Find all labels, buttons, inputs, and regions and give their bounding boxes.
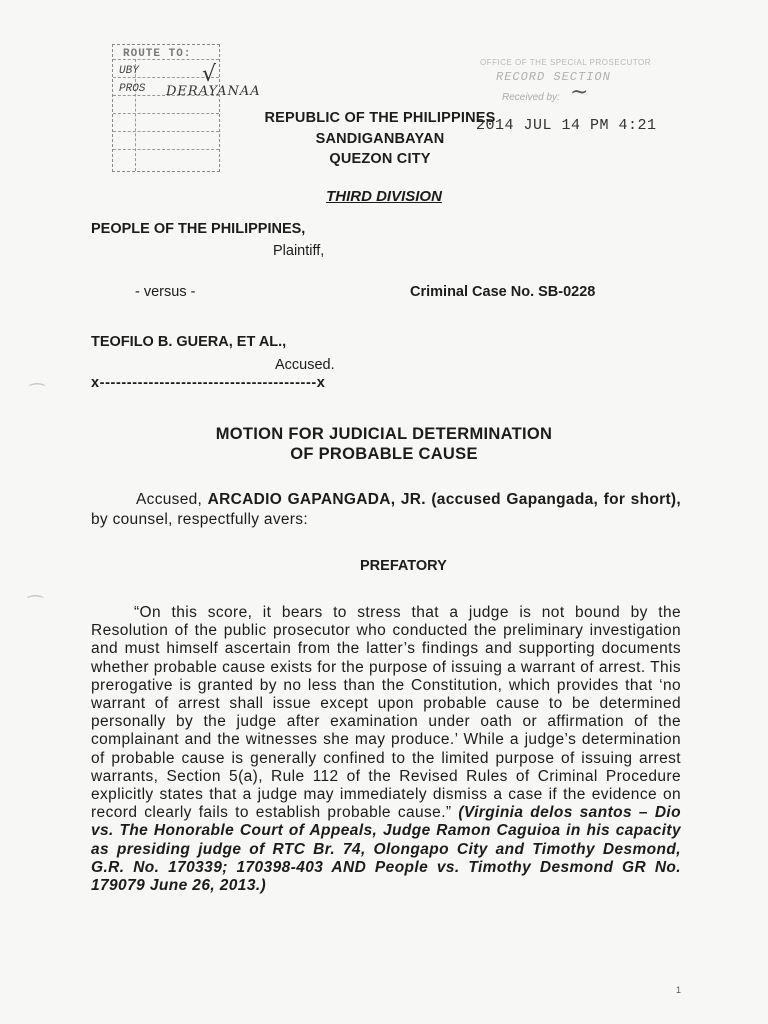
quote-body: “On this score, it bears to stress that a judge is not bound by the Resolution of the public prosecutor who conducted the preliminary investigation and must himself ascertain from the latter’s findings and supporting documents whether probable cause exists for the purpose of issuing a warrant of arrest. This prerogative is granted by no less than the Constitution, which provides that ‘no warrant of arrest shall issue except upon probable cause to be determined personally by the judge after examination under oath or affirmation of the complainant and the witnesses she may produce.’ While a judge’s determination of probable cause is generally confined to the limited purpose of issuing arrest warrants, Section 5(a), Rule 112 of the Revised Rules of Criminal Procedure explicitly states that a judge may immediately dismiss a case if the evidence on record clearly fails to establish probable cause.”: [91, 604, 681, 822]
caption-separator: x----------------------------------------x: [91, 375, 326, 391]
division-heading: THIRD DIVISION: [326, 188, 442, 205]
page-number: 1: [676, 985, 682, 995]
margin-mark: ⁀: [30, 384, 45, 404]
received-stamp-section: RECORD SECTION: [496, 70, 611, 84]
intro-accused-name: ARCADIO GAPANGADA, JR. (accused Gapangada, for short),: [207, 491, 681, 508]
date-stamp: 2014 JUL 14 PM 4:21: [476, 117, 657, 134]
route-stamp-title: ROUTE TO:: [123, 48, 192, 60]
header-city: QUEZON CITY: [329, 151, 431, 167]
received-stamp-label: Received by:: [502, 92, 560, 103]
intro-suffix: by counsel, respectfully avers:: [91, 511, 308, 528]
quote-paragraph: [91, 604, 681, 895]
versus-label: - versus -: [135, 284, 196, 300]
received-signature: ~: [570, 80, 589, 105]
quote-citation: (Virginia delos santos – Dio vs. The Honorable Court of Appeals, Judge Ramon Caguioa in his capacity as presiding judge of RTC Br. 74, Olongapo City and Timothy Desmond, G.R. No. 170339; 170398-403 AND People vs. Timothy Desmond GR No. 179079 June 26, 2013.): [91, 804, 681, 895]
route-handwriting: DERAYANAA: [166, 84, 261, 99]
intro-prefix: Accused,: [136, 491, 208, 508]
motion-title-line1: MOTION FOR JUDICIAL DETERMINATION: [215, 425, 553, 443]
case-number: Criminal Case No. SB-0228: [410, 284, 596, 300]
plaintiff-role: Plaintiff,: [273, 243, 325, 259]
plaintiff-name: PEOPLE OF THE PHILIPPINES,: [91, 221, 306, 237]
intro-paragraph: [91, 490, 681, 530]
margin-mark: ⁀: [28, 596, 43, 616]
route-check-mark: √: [202, 62, 217, 87]
section-heading: PREFATORY: [360, 558, 447, 574]
accused-name: TEOFILO B. GUERA, ET AL.,: [91, 334, 287, 350]
received-stamp-office: OFFICE OF THE SPECIAL PROSECUTOR: [480, 58, 651, 67]
route-stamp-line1: UBY: [119, 65, 139, 77]
header-court: SANDIGANBAYAN: [315, 131, 445, 147]
motion-title-line2: OF PROBABLE CAUSE: [290, 445, 478, 463]
header-republic: REPUBLIC OF THE PHILIPPINES: [264, 110, 496, 126]
route-stamp-line2: PROS: [119, 83, 146, 95]
accused-role: Accused.: [275, 357, 335, 373]
